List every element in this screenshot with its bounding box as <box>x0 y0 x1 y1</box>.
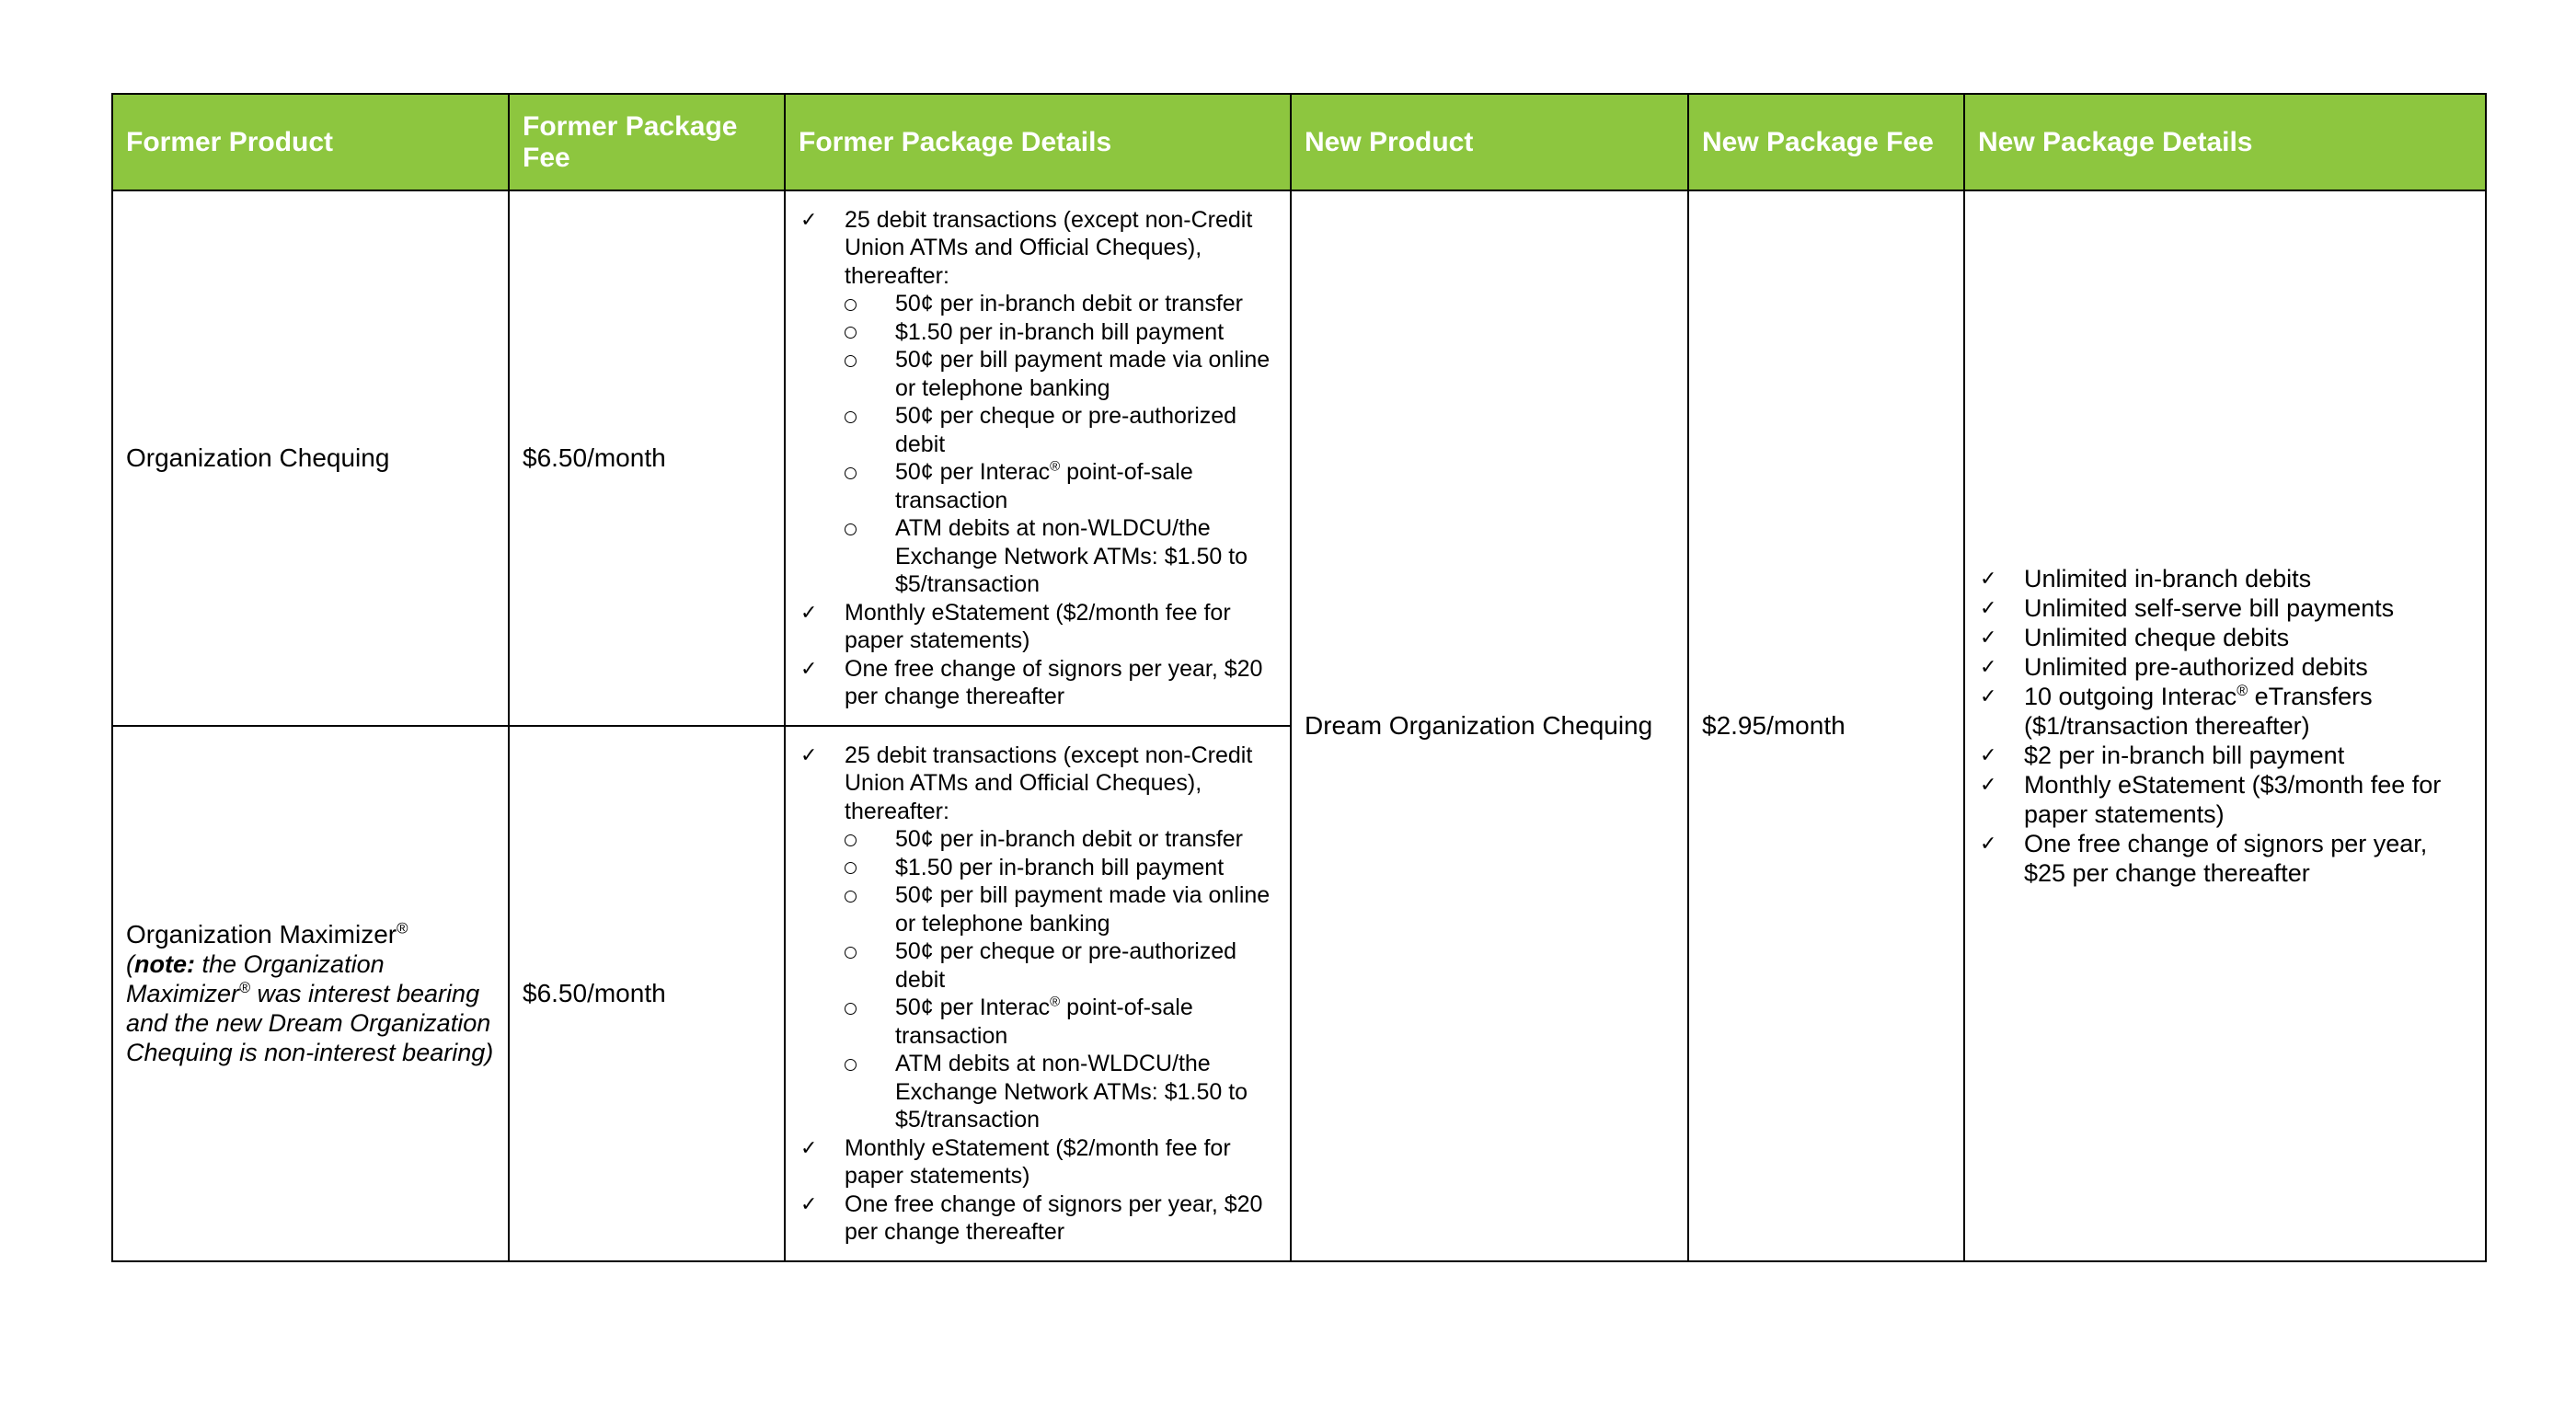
list-item: ✓ $2 per in-branch bill payment <box>1980 742 2345 769</box>
list-item: ✓ Monthly eStatement ($2/month fee for paper statements) <box>800 1134 1231 1189</box>
list-item: ✓ One free change of signors per year, $20 per change thereafter <box>800 655 1263 709</box>
header-former-product: Former Product <box>112 94 509 190</box>
new-fee-cell: $2.95/month <box>1688 190 1964 1261</box>
circle-bullet-icon <box>845 937 895 966</box>
sub-list <box>845 825 1277 1134</box>
product-note: (note: the Organization Maximizer® was interest bearing and the new Dream Organization Chequing is non-interest bearing) <box>126 950 494 1066</box>
list-item: ✓ 25 debit transactions (except non-Credit Union ATMs and Official Cheques), thereafter: 50¢ per in-branch debit or transfer $1.50 per in-branch bill payment 50¢ per bill payment made via online or telephone banking 50¢ per cheque or pre-authorized debit 50¢ per Interac® point-of-sale transaction ATM debits at non-WLDCU/the Exchange Network ATMs: $1.50 to $5/transaction <box>799 206 1277 599</box>
list-item: ✓ Unlimited pre-authorized debits <box>1980 653 2368 681</box>
sub-list-item: 50¢ per cheque or pre-authorized debit <box>845 937 1277 994</box>
list-item: ✓ Unlimited in-branch debits <box>1980 565 2312 592</box>
list-item: ✓ Monthly eStatement ($3/month fee for paper statements) <box>1980 771 2442 828</box>
list-item: ✓ Unlimited self-serve bill payments <box>1980 594 2395 622</box>
check-icon: ✓ <box>1980 596 1997 619</box>
header-new-package-details: New Package Details <box>1964 94 2486 190</box>
check-icon: ✓ <box>800 1135 818 1159</box>
check-icon: ✓ <box>800 1191 818 1215</box>
sub-list-item: 50¢ per Interac® point-of-sale transaction <box>845 994 1277 1050</box>
check-icon: ✓ <box>1980 626 1997 649</box>
list-item: ✓ 25 debit transactions (except non-Credit Union ATMs and Official Cheques), thereafter: 50¢ per in-branch debit or transfer $1.50 per in-branch bill payment 50¢ per bill payment made via online or telephone banking 50¢ per cheque or pre-authorized debit 50¢ per Interac® point-of-sale transaction ATM debits at non-WLDCU/the Exchange Network ATMs: $1.50 to $5/transaction <box>799 742 1277 1134</box>
circle-bullet-icon <box>845 854 895 882</box>
circle-bullet-icon <box>845 290 895 318</box>
list-item: ✓ One free change of signors per year, $20 per change thereafter <box>800 1190 1263 1245</box>
table-row <box>112 190 2486 726</box>
former-product-cell: Organization Chequing <box>112 190 509 726</box>
header-row <box>112 94 2486 190</box>
header-former-package-fee: Former Package Fee <box>509 94 785 190</box>
former-product-name: Organization Maximizer® <box>126 919 408 949</box>
sub-list-item: 50¢ per Interac® point-of-sale transaction <box>845 458 1277 514</box>
circle-bullet-icon <box>845 346 895 374</box>
list-item: ✓ Unlimited cheque debits <box>1980 624 2290 651</box>
former-fee-cell: $6.50/month <box>509 726 785 1261</box>
sub-list-item: $1.50 per in-branch bill payment <box>845 318 1277 347</box>
former-details-cell <box>785 726 1291 1261</box>
sub-list-item: 50¢ per in-branch debit or transfer <box>845 290 1277 318</box>
sub-list-item: 50¢ per bill payment made via online or telephone banking <box>845 881 1277 937</box>
check-icon: ✓ <box>1980 773 1997 796</box>
check-icon: ✓ <box>1980 684 1997 707</box>
details-list <box>799 206 1277 711</box>
check-icon: ✓ <box>1980 832 1997 855</box>
circle-bullet-icon <box>845 402 895 431</box>
check-icon: ✓ <box>800 600 818 624</box>
check-icon: ✓ <box>800 207 818 231</box>
details-list <box>799 742 1277 1247</box>
new-details-cell <box>1964 190 2486 1261</box>
circle-bullet-icon <box>845 994 895 1022</box>
list-item: ✓ One free change of signors per year, $25 per change thereafter <box>1980 830 2428 887</box>
header-new-package-fee: New Package Fee <box>1688 94 1964 190</box>
check-icon: ✓ <box>800 656 818 680</box>
product-comparison-table <box>111 93 2487 1262</box>
sub-list-item: 50¢ per cheque or pre-authorized debit <box>845 402 1277 458</box>
list-item: ✓ Monthly eStatement ($2/month fee for paper statements) <box>800 599 1231 653</box>
check-icon: ✓ <box>800 742 818 766</box>
sub-list-item: ATM debits at non-WLDCU/the Exchange Network ATMs: $1.50 to $5/transaction <box>845 1050 1277 1134</box>
list-item: ✓ 10 outgoing Interac® eTransfers ($1/transaction thereafter) <box>1980 683 2373 740</box>
sub-list <box>845 290 1277 599</box>
check-icon: ✓ <box>1980 655 1997 678</box>
circle-bullet-icon <box>845 458 895 487</box>
new-details-list <box>1978 564 2472 888</box>
check-icon: ✓ <box>1980 743 1997 766</box>
check-icon: ✓ <box>1980 567 1997 590</box>
header-new-product: New Product <box>1291 94 1688 190</box>
sub-list-item: $1.50 per in-branch bill payment <box>845 854 1277 882</box>
new-product-cell: Dream Organization Chequing <box>1291 190 1688 1261</box>
former-product-cell <box>112 726 509 1261</box>
circle-bullet-icon <box>845 825 895 854</box>
circle-bullet-icon <box>845 514 895 543</box>
header-former-package-details: Former Package Details <box>785 94 1291 190</box>
former-details-cell <box>785 190 1291 726</box>
sub-list-item: 50¢ per in-branch debit or transfer <box>845 825 1277 854</box>
sub-list-item: 50¢ per bill payment made via online or telephone banking <box>845 346 1277 402</box>
former-fee-cell: $6.50/month <box>509 190 785 726</box>
sub-list-item: ATM debits at non-WLDCU/the Exchange Network ATMs: $1.50 to $5/transaction <box>845 514 1277 599</box>
circle-bullet-icon <box>845 1050 895 1078</box>
circle-bullet-icon <box>845 881 895 910</box>
circle-bullet-icon <box>845 318 895 347</box>
